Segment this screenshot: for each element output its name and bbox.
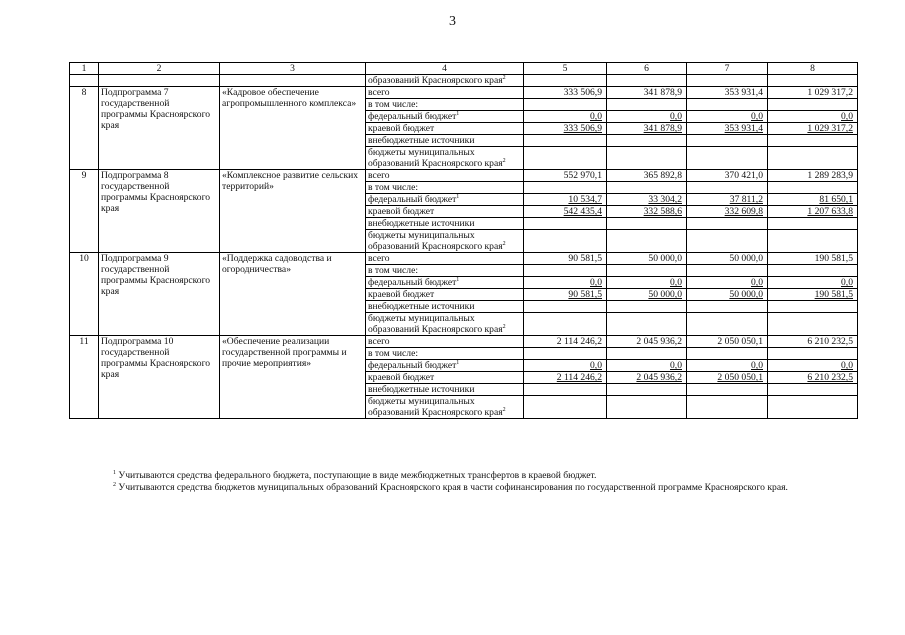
amount-cell: 0,0 — [768, 360, 858, 372]
amount-cell — [607, 384, 687, 396]
table-row — [70, 170, 858, 182]
amount-cell — [687, 135, 768, 147]
footnote-2: $^2$ Учитываются средства бюджетов муниципальных образований Красноярского края в части софинансирования по государственной программе Красноярского края. — [113, 481, 788, 493]
amount-cell — [768, 135, 858, 147]
subprogram-name: Подпрограмма 10 государственной программы Красноярского края — [99, 336, 220, 419]
amount-cell: 1 207 633,8 — [768, 206, 858, 218]
amount-cell — [607, 396, 687, 419]
amount-cell — [768, 384, 858, 396]
amount-cell — [768, 396, 858, 419]
source-label: краевой бюджет — [366, 289, 524, 301]
amount-cell — [607, 135, 687, 147]
amount-cell: 0,0 — [607, 360, 687, 372]
amount-cell: 353 931,4 — [687, 123, 768, 135]
column-number: 2 — [99, 63, 220, 75]
amount-cell — [524, 135, 607, 147]
amount-cell: 190 581,5 — [768, 253, 858, 265]
amount-cell — [687, 99, 768, 111]
amount-cell: 542 435,4 — [524, 206, 607, 218]
amount-cell: 1 029 317,2 — [768, 123, 858, 135]
amount-cell — [768, 147, 858, 170]
source-label: всего — [366, 87, 524, 99]
source-label: всего — [366, 253, 524, 265]
amount-cell — [687, 396, 768, 419]
column-number: 1 — [70, 63, 99, 75]
source-label: краевой бюджет — [366, 206, 524, 218]
amount-cell: 0,0 — [607, 111, 687, 123]
source-label: федеральный бюджет$^1$ — [366, 111, 524, 123]
amount-cell: 6 210 232,5 — [768, 372, 858, 384]
source-label: в том числе: — [366, 182, 524, 194]
source-label: в том числе: — [366, 265, 524, 277]
amount-cell — [607, 147, 687, 170]
amount-cell: 81 650,1 — [768, 194, 858, 206]
amount-cell — [687, 230, 768, 253]
subprogram-number: 8 — [70, 87, 99, 170]
amount-cell: 90 581,5 — [524, 289, 607, 301]
subprogram-number: 11 — [70, 336, 99, 419]
amount-cell: 37 811,2 — [687, 194, 768, 206]
amount-cell: 1 289 283,9 — [768, 170, 858, 182]
amount-cell — [524, 182, 607, 194]
subprogram-name: Подпрограмма 7 государственной программы Красноярского края — [99, 87, 220, 170]
amount-cell — [768, 230, 858, 253]
source-label: бюджеты муниципальных образований Красноярского края$^2$ — [366, 147, 524, 170]
amount-cell — [524, 230, 607, 253]
source-label: внебюджетные источники — [366, 218, 524, 230]
amount-cell — [687, 182, 768, 194]
amount-cell: 353 931,4 — [687, 87, 768, 99]
column-number-row — [70, 63, 858, 75]
amount-cell — [687, 348, 768, 360]
amount-cell: 0,0 — [524, 360, 607, 372]
source-label: в том числе: — [366, 348, 524, 360]
amount-cell — [768, 265, 858, 277]
amount-cell — [768, 182, 858, 194]
amount-cell — [524, 265, 607, 277]
source-label: всего — [366, 336, 524, 348]
table-row — [70, 253, 858, 265]
amount-cell: 2 050 050,1 — [687, 372, 768, 384]
amount-cell: 2 045 936,2 — [607, 336, 687, 348]
amount-cell — [524, 147, 607, 170]
amount-cell: 2 114 246,2 — [524, 372, 607, 384]
amount-cell: 0,0 — [687, 111, 768, 123]
amount-cell — [768, 301, 858, 313]
source-label: внебюджетные источники — [366, 301, 524, 313]
column-number: 8 — [768, 63, 858, 75]
subprogram-name: Подпрограмма 8 государственной программы Красноярского края — [99, 170, 220, 253]
amount-cell: 50 000,0 — [687, 289, 768, 301]
amount-cell — [687, 301, 768, 313]
amount-cell — [607, 348, 687, 360]
continuation-row — [70, 75, 858, 87]
subprogram-number: 9 — [70, 170, 99, 253]
amount-cell — [524, 348, 607, 360]
amount-cell: 33 304,2 — [607, 194, 687, 206]
amount-cell: 333 506,9 — [524, 87, 607, 99]
amount-cell — [524, 313, 607, 336]
subprogram-title: «Обеспечение реализации государственной программы и прочие мероприятия» — [220, 336, 366, 419]
amount-cell: 50 000,0 — [607, 289, 687, 301]
amount-cell: 332 609,8 — [687, 206, 768, 218]
amount-cell — [687, 265, 768, 277]
amount-cell: 552 970,1 — [524, 170, 607, 182]
budget-table — [69, 62, 858, 419]
amount-cell — [607, 265, 687, 277]
subprogram-number: 10 — [70, 253, 99, 336]
amount-cell: 0,0 — [687, 277, 768, 289]
amount-cell — [607, 301, 687, 313]
amount-cell — [687, 384, 768, 396]
amount-cell: 341 878,9 — [607, 87, 687, 99]
amount-cell — [524, 384, 607, 396]
amount-cell — [687, 147, 768, 170]
amount-cell: 10 534,7 — [524, 194, 607, 206]
amount-cell: 332 588,6 — [607, 206, 687, 218]
column-number: 3 — [220, 63, 366, 75]
amount-cell — [607, 230, 687, 253]
amount-cell: 2 045 936,2 — [607, 372, 687, 384]
amount-cell — [687, 218, 768, 230]
amount-cell — [607, 218, 687, 230]
subprogram-name: Подпрограмма 9 государственной программы Красноярского края — [99, 253, 220, 336]
source-label: бюджеты муниципальных образований Красноярского края$^2$ — [366, 396, 524, 419]
subprogram-title: «Поддержка садоводства и огородничества» — [220, 253, 366, 336]
amount-cell — [607, 182, 687, 194]
amount-cell: 0,0 — [768, 111, 858, 123]
column-number: 5 — [524, 63, 607, 75]
amount-cell: 365 892,8 — [607, 170, 687, 182]
amount-cell: 50 000,0 — [607, 253, 687, 265]
source-label: федеральный бюджет$^1$ — [366, 277, 524, 289]
amount-cell: 50 000,0 — [687, 253, 768, 265]
amount-cell: 2 114 246,2 — [524, 336, 607, 348]
amount-cell: 1 029 317,2 — [768, 87, 858, 99]
source-label: внебюджетные источники — [366, 135, 524, 147]
source-label: бюджеты муниципальных образований Красноярского края$^2$ — [366, 313, 524, 336]
amount-cell: 2 050 050,1 — [687, 336, 768, 348]
amount-cell: 0,0 — [687, 360, 768, 372]
column-number: 7 — [687, 63, 768, 75]
amount-cell: 90 581,5 — [524, 253, 607, 265]
amount-cell — [768, 313, 858, 336]
amount-cell — [524, 301, 607, 313]
column-number: 6 — [607, 63, 687, 75]
page-number: 3 — [449, 14, 456, 29]
amount-cell — [524, 396, 607, 419]
amount-cell: 0,0 — [768, 277, 858, 289]
amount-cell — [768, 99, 858, 111]
amount-cell: 333 506,9 — [524, 123, 607, 135]
amount-cell — [607, 99, 687, 111]
source-label: федеральный бюджет$^1$ — [366, 360, 524, 372]
amount-cell: 370 421,0 — [687, 170, 768, 182]
amount-cell — [607, 313, 687, 336]
table-row — [70, 336, 858, 348]
footnotes — [69, 470, 857, 494]
source-label: образований Красноярского края$^2$ — [366, 75, 524, 87]
amount-cell: 0,0 — [524, 277, 607, 289]
source-label: краевой бюджет — [366, 123, 524, 135]
amount-cell — [687, 313, 768, 336]
amount-cell — [768, 348, 858, 360]
source-label: федеральный бюджет$^1$ — [366, 194, 524, 206]
amount-cell — [524, 99, 607, 111]
amount-cell — [524, 218, 607, 230]
amount-cell: 341 878,9 — [607, 123, 687, 135]
amount-cell: 0,0 — [607, 277, 687, 289]
footnote-1: $^1$ Учитываются средства федерального бюджета, поступающие в виде межбюджетных трансфертов в краевой бюджет. — [113, 469, 597, 481]
amount-cell — [768, 218, 858, 230]
amount-cell: 6 210 232,5 — [768, 336, 858, 348]
subprogram-title: «Комплексное развитие сельских территорий» — [220, 170, 366, 253]
column-number: 4 — [366, 63, 524, 75]
source-label: краевой бюджет — [366, 372, 524, 384]
source-label: внебюджетные источники — [366, 384, 524, 396]
amount-cell: 0,0 — [524, 111, 607, 123]
source-label: бюджеты муниципальных образований Красноярского края$^2$ — [366, 230, 524, 253]
subprogram-title: «Кадровое обеспечение агропромышленного комплекса» — [220, 87, 366, 170]
source-label: в том числе: — [366, 99, 524, 111]
table-row — [70, 87, 858, 99]
amount-cell: 190 581,5 — [768, 289, 858, 301]
source-label: всего — [366, 170, 524, 182]
